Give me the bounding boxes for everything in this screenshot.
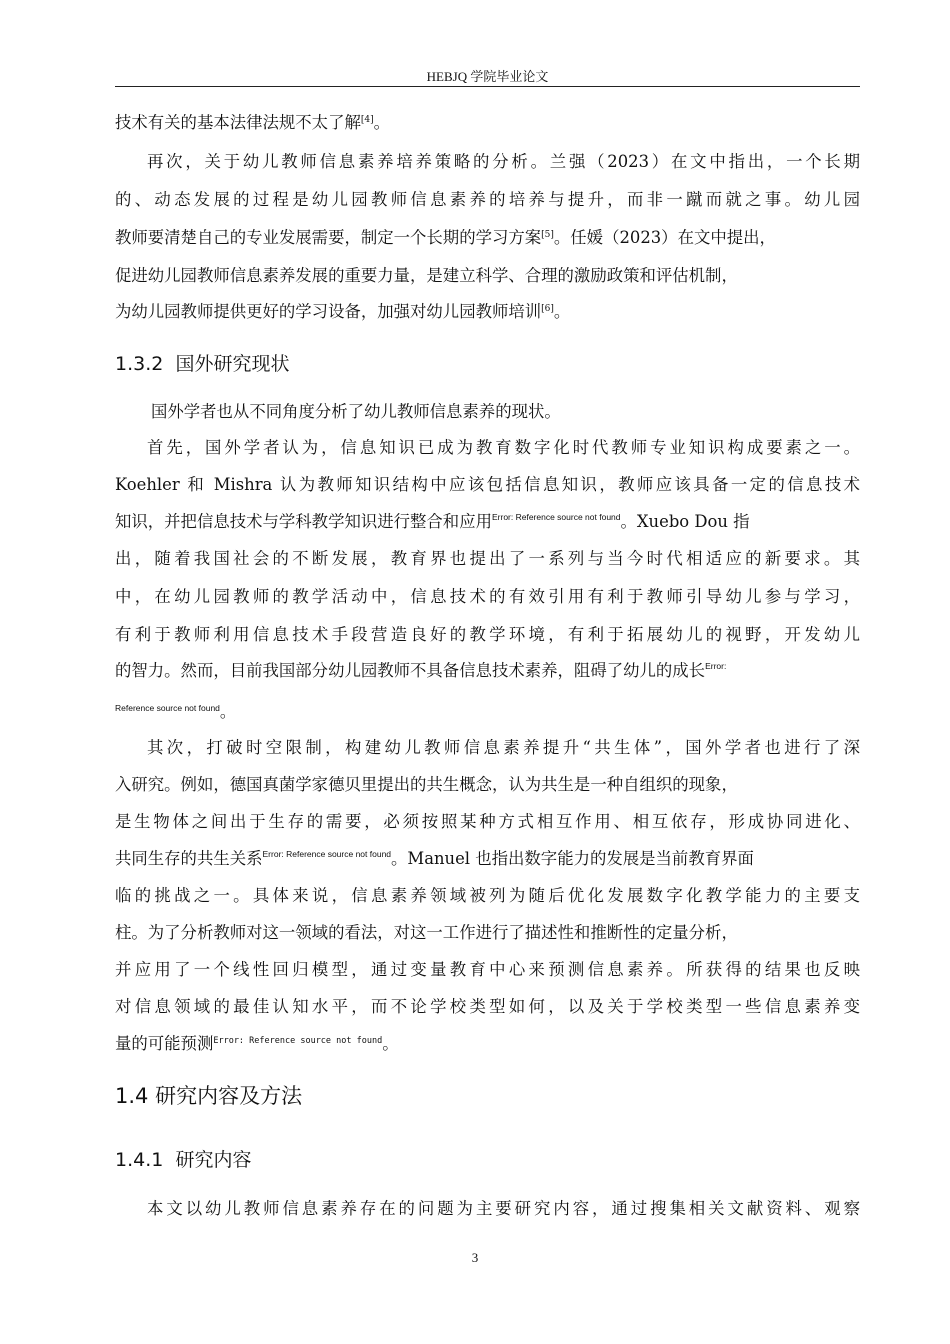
text-run: 。 <box>553 302 571 321</box>
header-divider <box>115 86 860 87</box>
section-title: 研究内容 <box>175 1149 252 1171</box>
paragraph-line: 促进幼儿园教师信息素养发展的重要力量，是建立科学、合理的激励政策和评估机制， <box>115 266 738 285</box>
section-heading <box>115 1080 302 1110</box>
text-run: 共同生存的共生关系 <box>115 849 263 868</box>
reference-error: Error: Reference source not found <box>491 512 621 522</box>
section-title: 研究内容及方法 <box>155 1084 303 1108</box>
section-heading <box>115 349 289 376</box>
paragraph-line <box>115 113 390 133</box>
paragraph-line <box>115 228 776 248</box>
paragraph-line: 国外学者也从不同角度分析了幼儿教师信息素养的现状。 <box>151 402 561 421</box>
paragraph-line: 首先，国外学者认为，信息知识已成为教育数字化时代教师专业知识构成要素之一。 <box>147 438 860 457</box>
paragraph-line: 其次，打破时空限制，构建幼儿教师信息素养提升“共生体”，国外学者也进行了深 <box>147 738 860 757</box>
paragraph-line: 再次，关于幼儿教师信息素养培养策略的分析。兰强（2023）在文中指出，一个长期 <box>147 152 860 171</box>
section-heading <box>115 1145 251 1172</box>
section-title: 国外研究现状 <box>175 353 290 375</box>
text-run: 。Xuebo Dou 指 <box>620 512 750 531</box>
text-run: 量的可能预测 <box>115 1034 214 1053</box>
paragraph-line: Koehler 和 Mishra 认为教师知识结构中应该包括信息知识，教师应该具备一定的信息技术 <box>115 475 860 494</box>
paragraph-line: 入研究。例如，德国真菌学家德贝里提出的共生概念，认为共生是一种自组织的现象， <box>115 775 738 794</box>
text-run: 教师要清楚自己的专业发展需要，制定一个长期的学习方案 <box>115 228 542 247</box>
paragraph-line: 是生物体之间出于生存的需要，必须按照某种方式相互作用、相互依存，形成协同进化、 <box>115 812 860 831</box>
citation-ref: [4] <box>360 115 374 125</box>
paragraph-line: 出，随着我国社会的不断发展，教育界也提出了一系列与当今时代相适应的新要求。其 <box>115 549 860 568</box>
paragraph-line: 柱。为了分析教师对这一领域的看法，对这一工作进行了描述性和推断性的定量分析， <box>115 923 738 942</box>
paragraph-line <box>115 849 754 869</box>
paragraph-line: 的、动态发展的过程是幼儿园教师信息素养的培养与提升，而非一蹴而就之事。幼儿园 <box>115 190 860 209</box>
section-number: 1.4.1 <box>115 1149 164 1171</box>
reference-error: Error: <box>705 661 727 671</box>
paragraph-line: 临的挑战之一。具体来说，信息素养领域被列为随后优化发展数字化教学能力的主要支 <box>115 886 860 905</box>
paragraph-line <box>115 512 750 532</box>
paragraph-line <box>115 302 570 322</box>
paragraph-line <box>115 661 726 681</box>
paragraph-line: 本文以幼儿教师信息素养存在的问题为主要研究内容，通过搜集相关文献资料、观察 <box>147 1199 860 1218</box>
reference-error-continued <box>115 699 236 722</box>
text-run: 技术有关的基本法律法规不太了解 <box>115 113 361 132</box>
reference-error: Error: Reference source not found <box>262 849 392 859</box>
text-run: 。任媛（2023）在文中提出， <box>553 228 776 247</box>
text-run: Reference source not found <box>115 703 220 713</box>
page-number: 3 <box>471 1250 479 1265</box>
citation-ref: [6] <box>541 304 554 314</box>
section-number: 1.3.2 <box>115 353 164 375</box>
paragraph-line: 并应用了一个线性回归模型，通过变量教育中心来预测信息素养。所获得的结果也反映 <box>115 960 860 979</box>
text-run: 为幼儿园教师提供更好的学习设备，加强对幼儿园教师培训 <box>115 302 542 321</box>
paragraph-line: 中，在幼儿园教师的教学活动中，信息技术的有效引用有利于教师引导幼儿参与学习， <box>115 587 860 606</box>
page-header: HEBJQ 学院毕业论文 <box>426 69 549 84</box>
text-run: 知识，并把信息技术与学科教学知识进行整合和应用 <box>115 512 492 531</box>
text-run: 。 <box>382 1034 399 1053</box>
text-run: 的智力。然而，目前我国部分幼儿园教师不具备信息技术素养，阻碍了幼儿的成长 <box>115 661 706 680</box>
paragraph-line: 对信息领域的最佳认知水平，而不论学校类型如何，以及关于学校类型一些信息素养变 <box>115 997 860 1016</box>
text-run: 。Manuel 也指出数字能力的发展是当前教育界面 <box>391 849 754 868</box>
text-run: 。 <box>373 113 390 132</box>
paragraph-line <box>115 1034 399 1054</box>
paragraph-line: 有利于教师利用信息技术手段营造良好的教学环境，有利于拓展幼儿的视野，开发幼儿 <box>115 625 860 644</box>
section-number: 1.4 <box>115 1084 149 1108</box>
text-run: 。 <box>219 702 236 721</box>
reference-error: Error: Reference source not found <box>213 1036 383 1046</box>
citation-ref: [5] <box>541 230 554 240</box>
